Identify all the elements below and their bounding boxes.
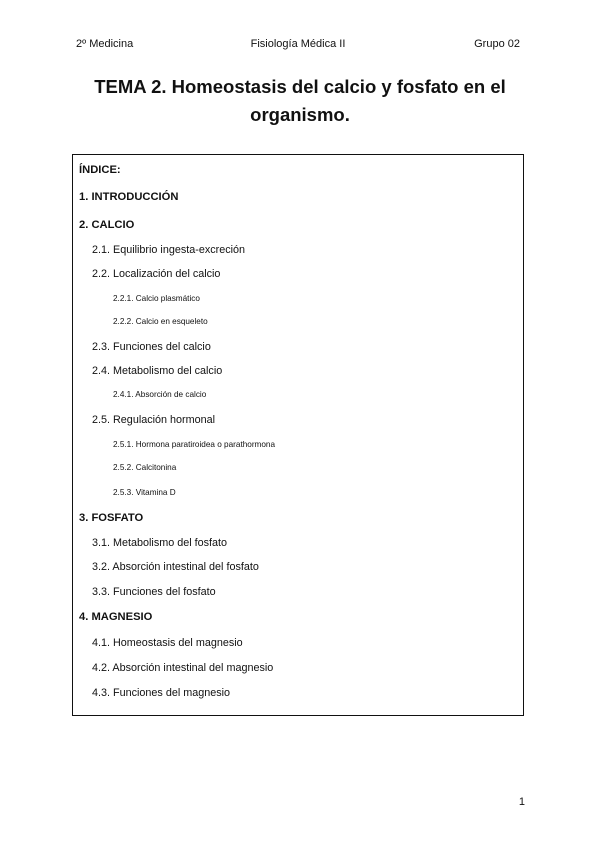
- toc-item: 2.4.1. Absorción de calcio: [113, 390, 207, 399]
- toc-item: 4.1. Homeostasis del magnesio: [92, 637, 243, 649]
- toc-item: 2.5.3. Vitamina D: [113, 488, 176, 497]
- page-header: [76, 38, 520, 54]
- toc-item: 4.3. Funciones del magnesio: [92, 687, 231, 699]
- toc-item: 2.2. Localización del calcio: [92, 268, 221, 280]
- toc-item: 3.3. Funciones del fosfato: [92, 586, 216, 598]
- table-of-contents: [72, 154, 524, 716]
- toc-item: 4.2. Absorción intestinal del magnesio: [92, 662, 274, 674]
- toc-item: 2.2.1. Calcio plasmático: [113, 294, 200, 303]
- title-line-2: organismo.: [250, 104, 350, 125]
- document-title: [60, 73, 540, 129]
- toc-item: 4. MAGNESIO: [79, 611, 153, 623]
- toc-item: 2.5.2. Calcitonina: [113, 463, 177, 472]
- toc-item: 3.1. Metabolismo del fosfato: [92, 537, 228, 549]
- page-number: 1: [518, 796, 525, 808]
- header-group: Grupo 02: [474, 38, 520, 50]
- toc-item: 3. FOSFATO: [79, 512, 144, 524]
- header-subject: Fisiología Médica II: [250, 38, 346, 50]
- toc-heading: ÍNDICE:: [79, 164, 121, 176]
- header-course: 2º Medicina: [76, 38, 134, 50]
- toc-item: 2.5.1. Hormona paratiroidea o parathormona: [113, 440, 276, 449]
- toc-item: 2. CALCIO: [79, 219, 135, 231]
- toc-item: 3.2. Absorción intestinal del fosfato: [92, 561, 259, 573]
- toc-item: 2.1. Equilibrio ingesta-excreción: [92, 244, 246, 256]
- toc-item: 2.3. Funciones del calcio: [92, 341, 211, 353]
- toc-item: 2.2.2. Calcio en esqueleto: [113, 317, 208, 326]
- toc-item: 1. INTRODUCCIÓN: [79, 191, 179, 203]
- title-line-1: TEMA 2. Homeostasis del calcio y fosfato en el: [94, 76, 506, 97]
- toc-item: 2.4. Metabolismo del calcio: [92, 365, 223, 377]
- toc-item: 2.5. Regulación hormonal: [92, 414, 216, 426]
